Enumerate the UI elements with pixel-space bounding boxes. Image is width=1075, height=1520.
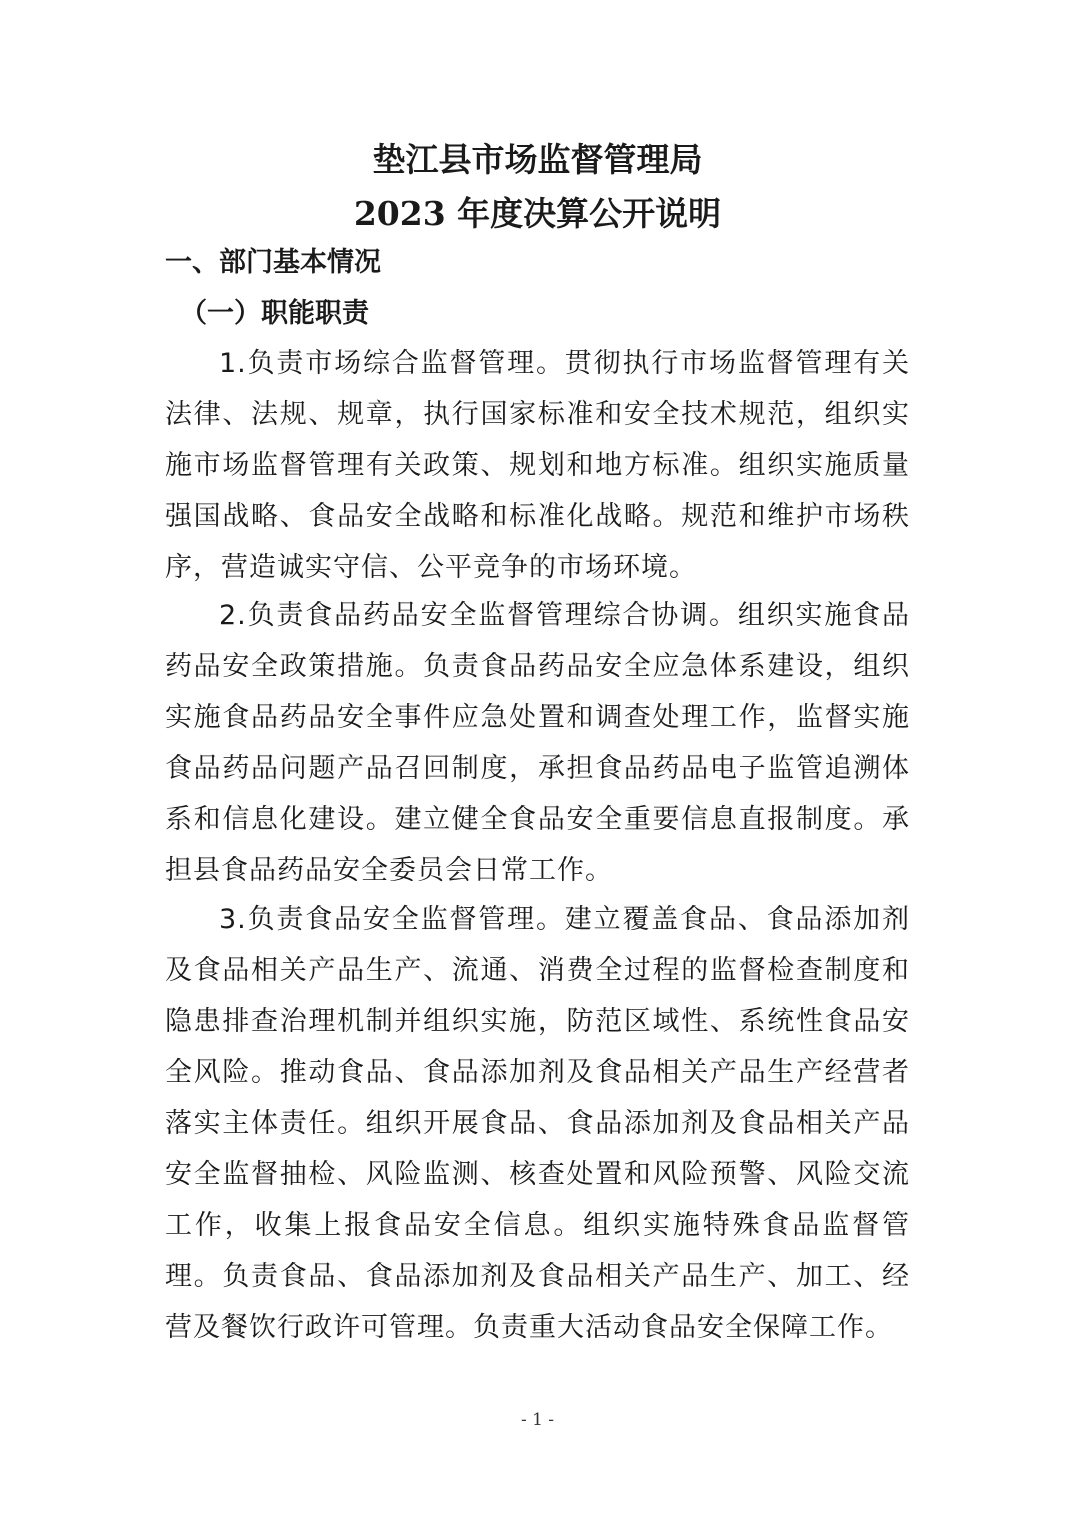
document-title-line-1: 垫江县市场监督管理局 — [372, 140, 703, 179]
page-number: - 1 - — [520, 1410, 555, 1430]
document-title-line-2: 2023 年度决算公开说明 — [353, 194, 722, 233]
paragraph-1: 1.负责市场综合监督管理。贯彻执行市场监督管理有关法律、法规、规章，执行国家标准和安全技术规范，组织实施市场监督管理有关政策、规划和地方标准。组织实施质量强国战略、食品安全战略和标准化战略。规范和维护市场秩序，营造诚实守信、公平竞争的市场环境。 — [165, 348, 910, 583]
section-heading: 一、部门基本情况 — [165, 247, 381, 278]
sub-heading: （一）职能职责 — [180, 298, 369, 329]
paragraph-2: 2.负责食品药品安全监督管理综合协调。组织实施食品药品安全政策措施。负责食品药品安全应急体系建设，组织实施食品药品安全事件应急处置和调查处理工作，监督实施食品药品问题产品召回制度，承担食品药品电子监管追溯体系和信息化建设。建立健全食品安全重要信息直报制度。承担县食品药品安全委员会日常工作。 — [165, 600, 910, 886]
paragraph-3: 3.负责食品安全监督管理。建立覆盖食品、食品添加剂及食品相关产品生产、流通、消费全过程的监督检查制度和隐患排查治理机制并组织实施，防范区域性、系统性食品安全风险。推动食品、食品添加剂及食品相关产品生产经营者落实主体责任。组织开展食品、食品添加剂及食品相关产品安全监督抽检、风险监测、核查处置和风险预警、风险交流工作，收集上报食品安全信息。组织实施特殊食品监督管理。负责食品、食品添加剂及食品相关产品生产、加工、经营及餐饮行政许可管理。负责重大活动食品安全保障工作。 — [165, 904, 910, 1343]
